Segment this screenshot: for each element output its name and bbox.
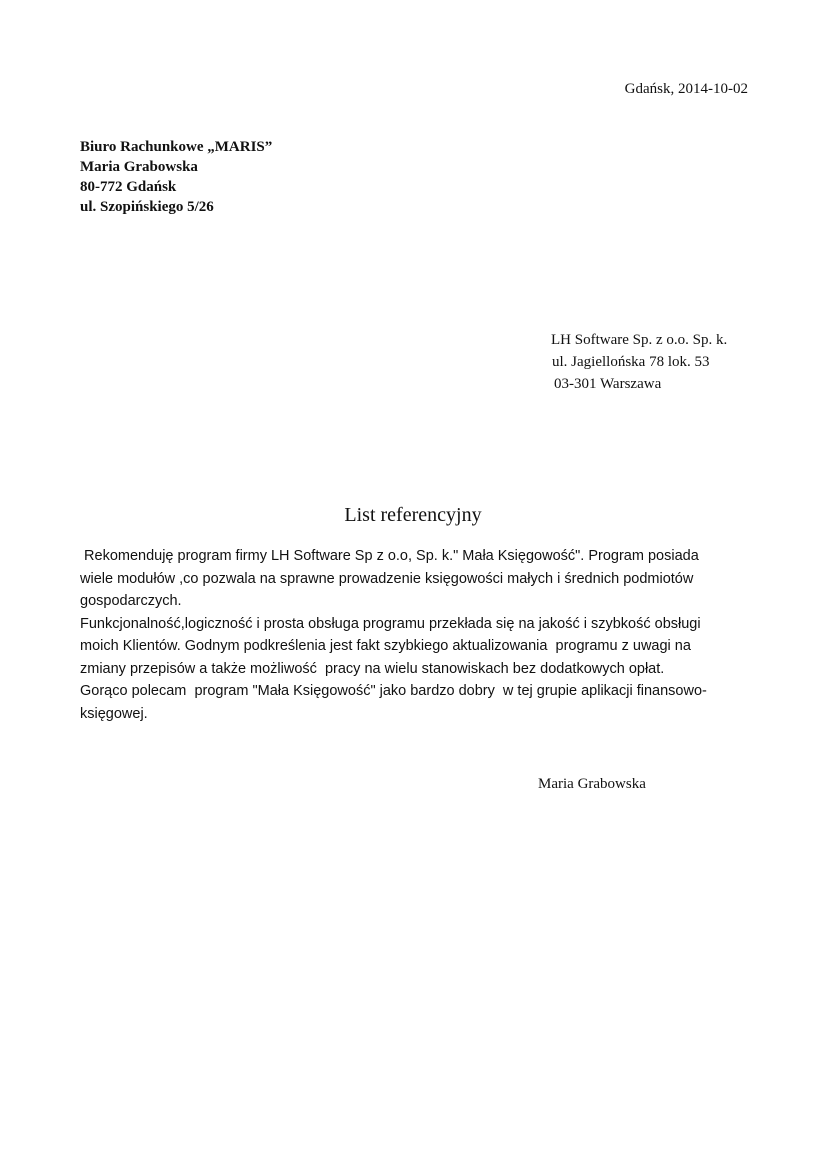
body-line: gospodarczych. — [80, 593, 182, 609]
sender-company: Biuro Rachunkowe „MARIS” — [80, 139, 273, 155]
body-line: zmiany przepisów a także możliwość pracy na wielu stanowiskach bez dodatkowych opłat. — [80, 660, 665, 677]
letter-date: Gdańsk, 2014-10-02 — [624, 81, 748, 97]
body-line: Funkcjonalność,logiczność i prosta obsługa programu przekłada się na jakość i szybkość obsługi — [80, 615, 701, 632]
sender-postal-city: 80-772 Gdańsk — [80, 179, 177, 195]
letter-title: List referencyjny — [344, 504, 482, 526]
body-line: wiele modułów ,co pozwala na sprawne prowadzenie księgowości małych i średnich podmiotów — [80, 570, 694, 587]
body-line: księgowej. — [80, 705, 148, 722]
recipient-company: LH Software Sp. z o.o. Sp. k. — [551, 332, 728, 348]
sender-person: Maria Grabowska — [80, 159, 198, 175]
recipient-street: ul. Jagiellońska 78 lok. 53 — [552, 354, 710, 370]
sender-address-block — [80, 137, 272, 217]
letter-body — [80, 545, 707, 725]
body-line: moich Klientów. Godnym podkreślenia jest fakt szybkiego aktualizowania programu z uwagi na — [80, 638, 691, 654]
body-line: Rekomenduję program firmy LH Software Sp z o.o, Sp. k." Mała Księgowość". Program posiada — [80, 548, 699, 564]
recipient-address-block — [551, 329, 727, 395]
signature: Maria Grabowska — [538, 776, 646, 792]
body-line: Gorąco polecam program "Mała Księgowość" jako bardzo dobry w tej grupie aplikacji finansowo- — [80, 683, 707, 699]
recipient-postal-city: 03-301 Warszawa — [554, 376, 662, 392]
sender-street: ul. Szopińskiego 5/26 — [80, 199, 214, 215]
